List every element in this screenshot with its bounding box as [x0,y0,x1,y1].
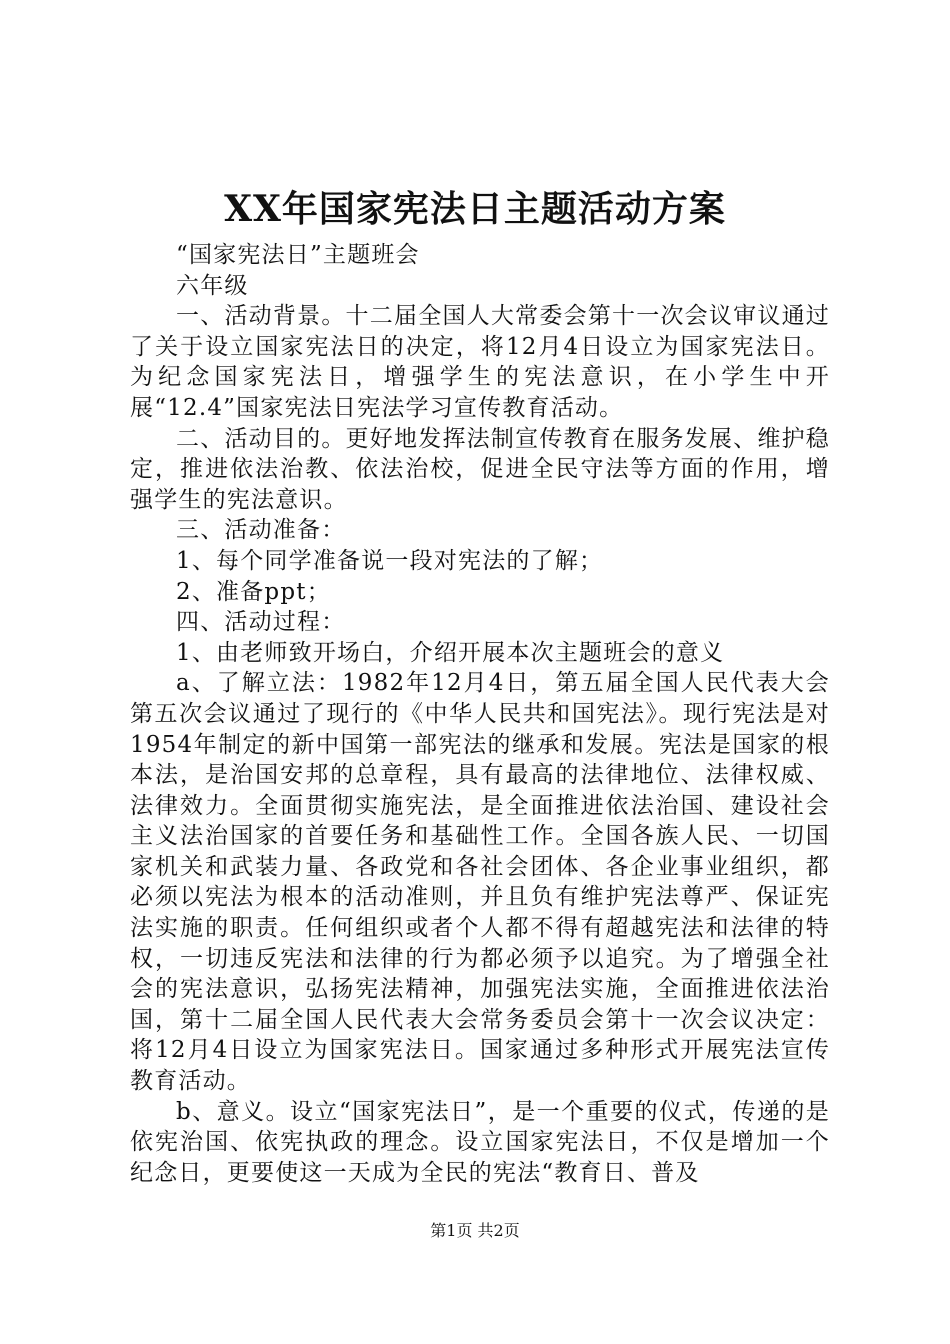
paragraph-process-item-1: 1、由老师致开场白，介绍开展本次主题班会的意义 [176,639,725,666]
paragraph-preparation-item-1: 1、每个同学准备说一段对宪法的了解； [176,547,604,574]
paragraph-grade: 六年级 [176,272,249,299]
paragraph-process-heading: 四、活动过程： [176,609,346,636]
paragraph-purpose: 二、活动目的。更好地发挥法制宣传教育在服务发展、维护稳定，推进依法治教、依法治校，促进全民守法等方面的作用，增强学生的宪法意识。 [130,425,830,513]
paragraph-significance: b、意义。设立“国家宪法日”，是一个重要的仪式，传递的是依宪治国、依宪执政的理念。设立国家宪法日，不仅是增加一个纪念日，更要使这一天成为全民的宪法“教育日、普及 [130,1098,830,1186]
paragraph-legislation: a、了解立法：1982年12月4日，第五届全国人民代表大会第五次会议通过了现行的《中华人民共和国宪法》。现行宪法是对1954年制定的新中国第一部宪法的继承和发展。宪法是国家的根本法，是治国安邦的总章程，具有最高的法律地位、法律权威、法律效力。全面贯彻实施宪法，是全面推进依法治国、建设社会主义法治国家的首要任务和基础性工作。全国各族人民、一切国家机关和武装力量、各政党和各社会团体、各企业事业组织，都必须以宪法为根本的活动准则，并且负有维护宪法尊严、保证宪法实施的职责。任何组织或者个人都不得有超越宪法和法律的特权，一切违反宪法和法律的行为都必须予以追究。为了增强全社会的宪法意识，弘扬宪法精神，加强宪法实施，全面推进依法治国，第十二届全国人民代表大会常务委员会第十一次会议决定：将12月4日设立为国家宪法日。国家通过多种形式开展宪法宣传教育活动。 [130,670,830,1095]
paragraph-preparation-heading: 三、活动准备： [176,517,346,544]
paragraph-preparation-item-2: 2、准备ppt； [176,578,331,605]
paragraph-subtitle: “国家宪法日”主题班会 [176,242,420,268]
document-body [130,240,830,1188]
document-title: XX年国家宪法日主题活动方案 [224,188,726,230]
paragraph-background: 一、活动背景。十二届全国人大常委会第十一次会议审议通过了关于设立国家宪法日的决定，将12月4日设立为国家宪法日。为纪念国家宪法日，增强学生的宪法意识，在小学生中开展“12.4”国家宪法日宪法学习宣传教育活动。 [130,303,830,421]
page-footer: 第1页 共2页 [430,1221,520,1240]
